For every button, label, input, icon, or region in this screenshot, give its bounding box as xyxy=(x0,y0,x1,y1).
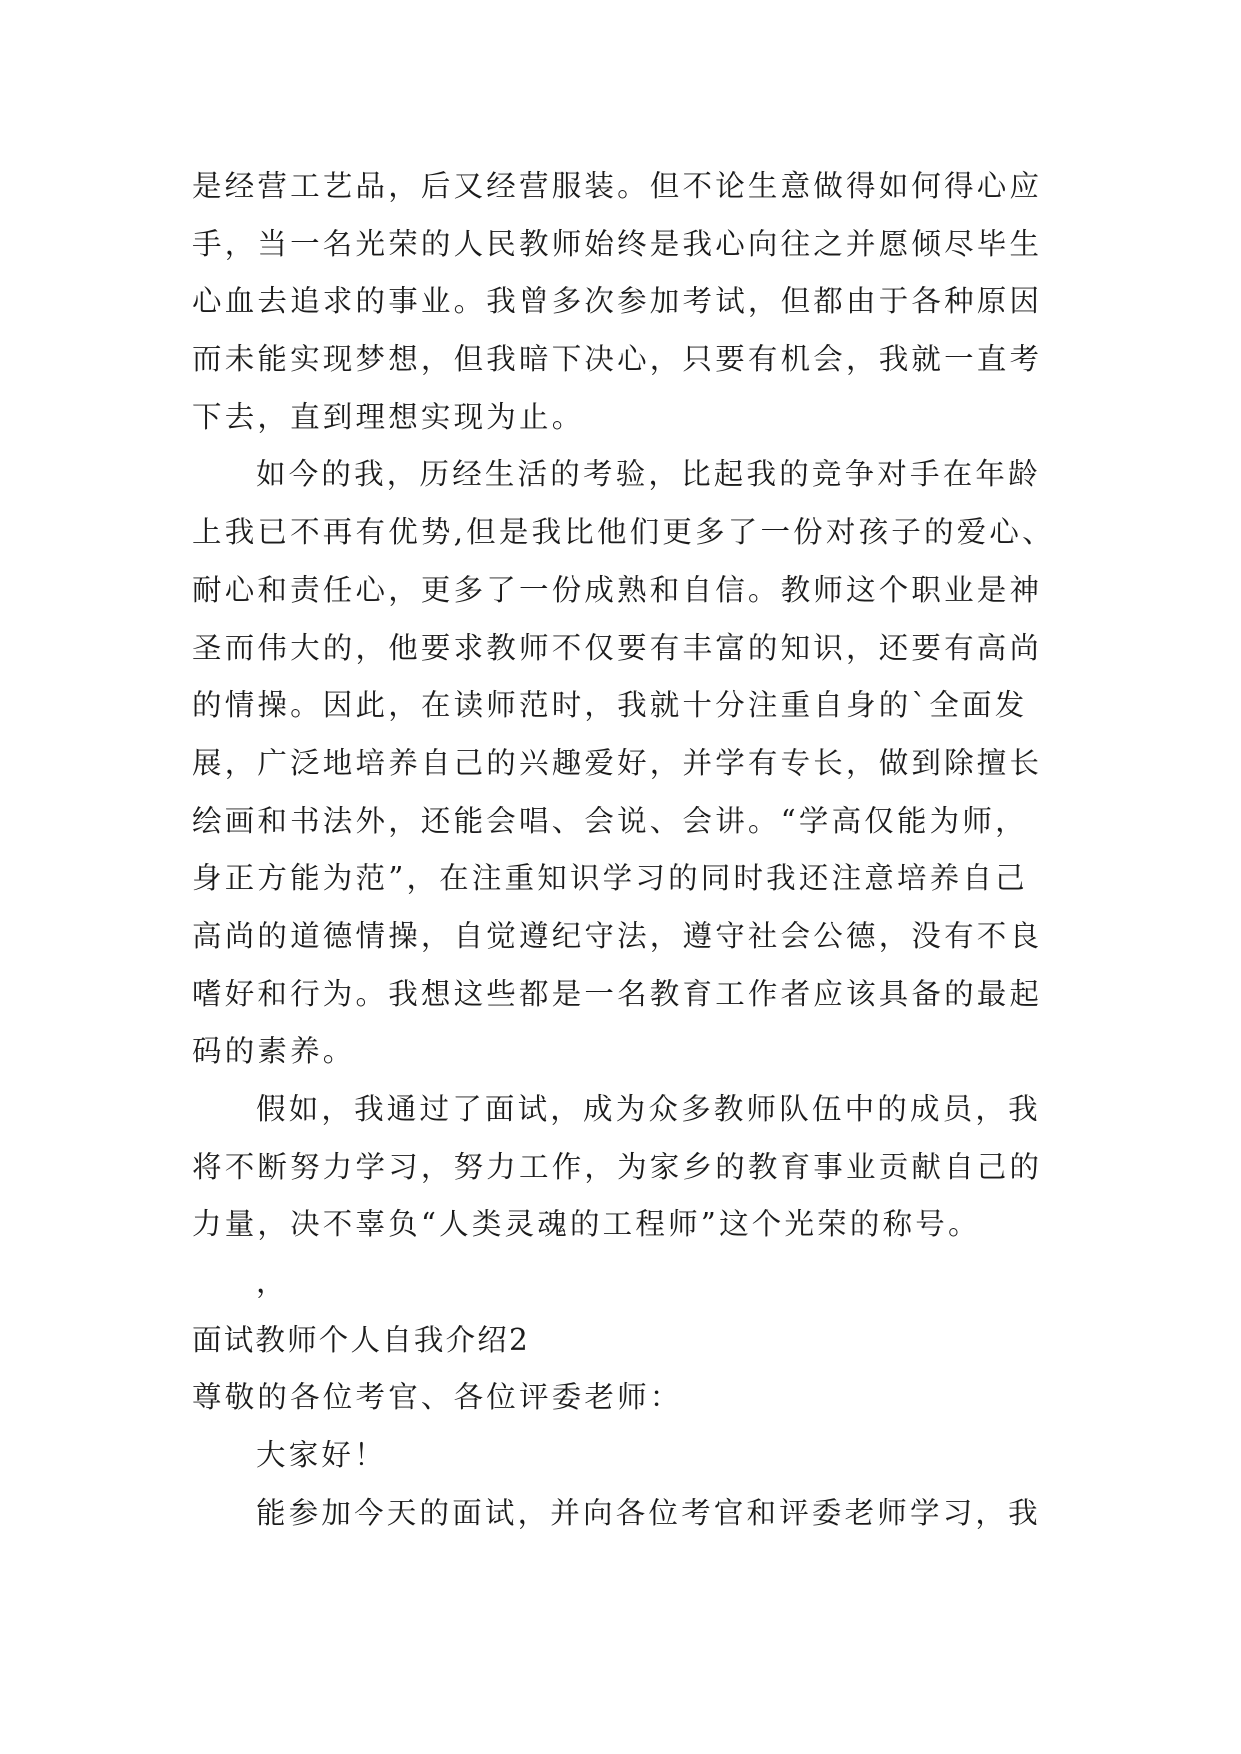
paragraph-first-line: 如今的我，历经生活的考验，比起我的竞争对手在年龄 xyxy=(256,457,1041,492)
text-line: 是经营工艺品，后又经营服装。但不论生意做得如何得心应 xyxy=(192,169,1043,203)
text-line: 耐心和责任心，更多了一份成熟和自信。教师这个职业是神 xyxy=(192,572,1043,607)
text-line: 展，广泛地培养自己的兴趣爱好，并学有专长，做到除擅长 xyxy=(192,745,1043,780)
text-line: 力量，决不辜负“人类灵魂的工程师”这个光荣的称号。 xyxy=(192,1207,981,1242)
text-line: 将不断努力学习，努力工作，为家乡的教育事业贡献自己的 xyxy=(192,1149,1043,1184)
text-line: 上我已不再有优势,但是我比他们更多了一份对孩子的爱心、 xyxy=(192,515,1055,550)
greeting-line: 大家好！ xyxy=(256,1438,387,1473)
text-line: 嗜好和行为。我想这些都是一名教育工作者应该具备的最起 xyxy=(192,976,1043,1011)
stray-comma-line: ， xyxy=(256,1265,289,1300)
text-line: 而未能实现梦想，但我暗下决心，只要有机会，我就一直考 xyxy=(192,342,1043,377)
text-line: 心血去追求的事业。我曾多次参加考试，但都由于各种原因 xyxy=(192,284,1043,319)
text-line: 码的素养。 xyxy=(192,1034,356,1069)
salutation-line: 尊敬的各位考官、各位评委老师： xyxy=(192,1380,683,1415)
paragraph-first-line: 假如，我通过了面试，成为众多教师队伍中的成员，我 xyxy=(256,1092,1041,1126)
text-line: 下去，直到理想实现为止。 xyxy=(192,399,585,434)
document-body xyxy=(192,158,1055,1543)
paragraph-first-line: 能参加今天的面试，并向各位考官和评委老师学习，我 xyxy=(256,1495,1041,1530)
text-line: 圣而伟大的，他要求教师不仅要有丰富的知识，还要有高尚 xyxy=(192,630,1043,665)
section-heading: 面试教师个人自我介绍2 xyxy=(192,1322,530,1357)
text-line: 高尚的道德情操，自觉遵纪守法，遵守社会公德，没有不良 xyxy=(192,918,1043,953)
text-line: 身正方能为范”，在注重知识学习的同时我还注意培养自己 xyxy=(192,861,1028,896)
text-line: 绘画和书法外，还能会唱、会说、会讲。“学高仅能为师， xyxy=(192,803,1028,838)
text-line: 的情操。因此，在读师范时，我就十分注重自身的`全面发 xyxy=(192,688,1028,723)
text-line: 手，当一名光荣的人民教师始终是我心向往之并愿倾尽毕生 xyxy=(192,226,1043,261)
